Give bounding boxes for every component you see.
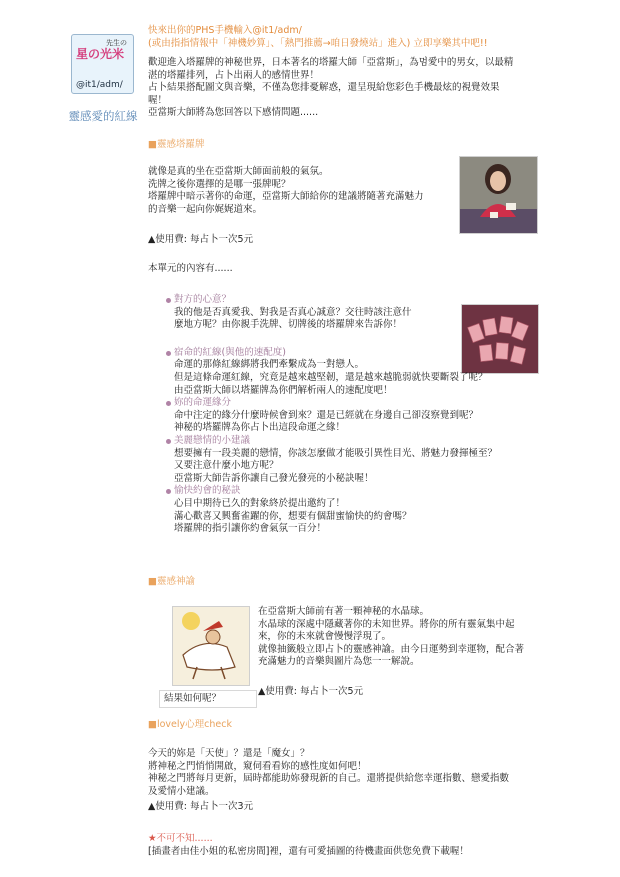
text-line: 命運的那條紅線綁將我們牽繫成為一對戀人。 bbox=[174, 359, 365, 371]
tarot-contents-list bbox=[174, 294, 614, 536]
text-line: 來，你的未來就會慢慢浮現了。 bbox=[258, 631, 392, 643]
text-line: 今天的妳是「天使」？還是「魔女」？ bbox=[148, 748, 310, 759]
crystal-illustration bbox=[172, 606, 250, 686]
text-line: 在亞當斯大師前有著一顆神秘的水晶球。 bbox=[258, 606, 430, 617]
text-line: 我的他是否真愛我、對我是否真心誠意？交往時該注意什 bbox=[174, 306, 412, 318]
intro-line: 亞當斯大師將為您回答以下感情問題...... bbox=[148, 107, 319, 119]
text-line: 但是這條命運紅線，究竟是越來越堅韌，還是越來越脆弱就快要斷裂了呢？ bbox=[174, 371, 488, 383]
text-line: 命中注定的緣分什麼時候會到來？還是已經就在身邊自己卻沒察覺到呢？ bbox=[174, 409, 479, 421]
text-line: 塔羅牌的指引讓你約會氣氛一百分！ bbox=[174, 523, 327, 535]
lovely-description bbox=[148, 748, 509, 798]
contents-label: 本單元的內容有...... bbox=[148, 263, 233, 274]
lovely-price: ▲使用費: 每占卜一次3元 bbox=[148, 801, 254, 812]
intro-line: 占卜結果搭配圖文與音樂，不僅為您排憂解惑，還呈現給您彩色手機最炫的視覺效果 bbox=[148, 82, 500, 94]
intro-line: 喔！ bbox=[148, 94, 168, 106]
crystal-price: ▲使用費: 每占卜一次5元 bbox=[258, 686, 364, 697]
logo-code: @it1/adm/ bbox=[76, 80, 123, 90]
intro-line: 湛的塔羅排列，占卜出兩人的感情世界！ bbox=[148, 69, 320, 81]
text-line: 神秘之門將每月更新，屆時都能助妳發現新的自己。還將提供給您幸運指數、戀愛指數 bbox=[148, 773, 510, 785]
list-item-title: 宿命的紅線(與他的速配度) bbox=[174, 346, 286, 358]
list-item bbox=[174, 485, 614, 535]
crystal-description bbox=[258, 606, 524, 669]
section-heading-tarot: ■靈感塔羅牌 bbox=[148, 139, 205, 150]
intro-paragraph bbox=[148, 57, 513, 120]
text-line: 將神秘之門悄悄開啟，窺伺看看妳的感性度如何吧！ bbox=[148, 760, 367, 772]
list-item bbox=[174, 397, 614, 435]
list-item-title: 愉快約會的秘訣 bbox=[174, 485, 241, 497]
logo bbox=[71, 34, 134, 94]
tarot-price: ▲使用費: 每占卜一次5元 bbox=[148, 234, 254, 245]
logo-small-text: 先生の bbox=[106, 39, 127, 47]
bullet-icon bbox=[166, 298, 171, 303]
text-line: 又要注意什麼小地方呢？ bbox=[174, 460, 279, 472]
logo-name: 星の光米 bbox=[76, 47, 125, 61]
list-item-title: 美麗戀情的小建議 bbox=[174, 434, 251, 446]
footer-heading: ★不可不知...... bbox=[148, 833, 213, 844]
list-item bbox=[174, 294, 614, 332]
text-line: 麼地方呢？由你親手洗牌、切牌後的塔羅牌來告訴你！ bbox=[174, 319, 403, 331]
bullet-icon bbox=[166, 401, 171, 406]
list-item bbox=[174, 435, 614, 485]
intro-line: 歡迎進入塔羅牌的神秘世界，日本著名的塔羅大師「亞當斯」，為멈愛中的男女，以最精 bbox=[148, 57, 514, 68]
tarot-description bbox=[148, 166, 424, 216]
bullet-icon bbox=[166, 489, 171, 494]
text-line: 神秘的塔羅牌為你占卜出這段命運之緣！ bbox=[174, 422, 346, 434]
bullet-icon bbox=[166, 439, 171, 444]
text-line: 洗牌之後你選擇的是哪一張牌呢？ bbox=[148, 178, 291, 190]
text-line: 的音樂一起向你娓娓道來。 bbox=[148, 203, 263, 215]
text-line: 由亞當斯大師以塔羅牌為你們解析兩人的速配度吧！ bbox=[174, 384, 393, 396]
result-label: 結果如何呢？ bbox=[164, 693, 222, 704]
text-line: 充滿魅力的音樂與圖片為您一一解說。 bbox=[258, 656, 420, 668]
bullet-icon bbox=[166, 351, 171, 356]
section-heading-lovely: ■lovely心理check bbox=[148, 719, 232, 730]
list-item bbox=[174, 347, 614, 397]
text-line: 水晶球的深處中隱藏著你的未知世界。將你的所有靈氣集中起 bbox=[258, 618, 515, 630]
fortune-teller-photo bbox=[459, 156, 538, 234]
text-line: 塔羅牌中暗示著你的命運，亞當斯大師給你的建議將隨著充滿魅力 bbox=[148, 191, 424, 203]
footer-text: [插畫者由佳小姐的私密房間]裡，還有可愛插圖的待機畫面供您免費下載喔！ bbox=[148, 846, 469, 857]
text-line: 及愛情小建議。 bbox=[148, 785, 215, 797]
text-line: 就像是真的坐在亞當斯大師面前般的氣氛。 bbox=[148, 166, 329, 177]
list-item-title: 妳的命運緣分 bbox=[174, 397, 232, 409]
list-item-title: 對方的心意？ bbox=[174, 294, 232, 305]
text-line: 就像抽籤般立即占卜的靈感神諭。由今日運勢到幸運物，配合著 bbox=[258, 643, 525, 655]
text-line: 滿心歡喜又興奮雀躍的你，想要有個甜蜜愉快的約會嗎？ bbox=[174, 510, 412, 522]
header-line-1: 快來出你的PHS手機輸入@it1/adm/ bbox=[148, 25, 302, 36]
section-heading-crystal: ■靈感神諭 bbox=[148, 576, 195, 587]
text-line: 想要擁有一段美麗的戀情，你該怎麼做才能吸引異性目光、將魅力發揮極至？ bbox=[174, 447, 498, 459]
text-line: 心目中期待已久的對象終於提出邀約了！ bbox=[174, 497, 346, 509]
header-line-2: (或由指指情報中「神機妙算」、「熱門推薦→咱日發燒站」進入) 立即享樂其中吧!! bbox=[148, 38, 488, 49]
sidebar-title: 靈感愛的紅線 bbox=[68, 109, 138, 123]
text-line: 亞當斯大師告訴你讓自己發光發亮的小秘訣喔！ bbox=[174, 472, 374, 484]
result-label-box bbox=[159, 690, 257, 708]
